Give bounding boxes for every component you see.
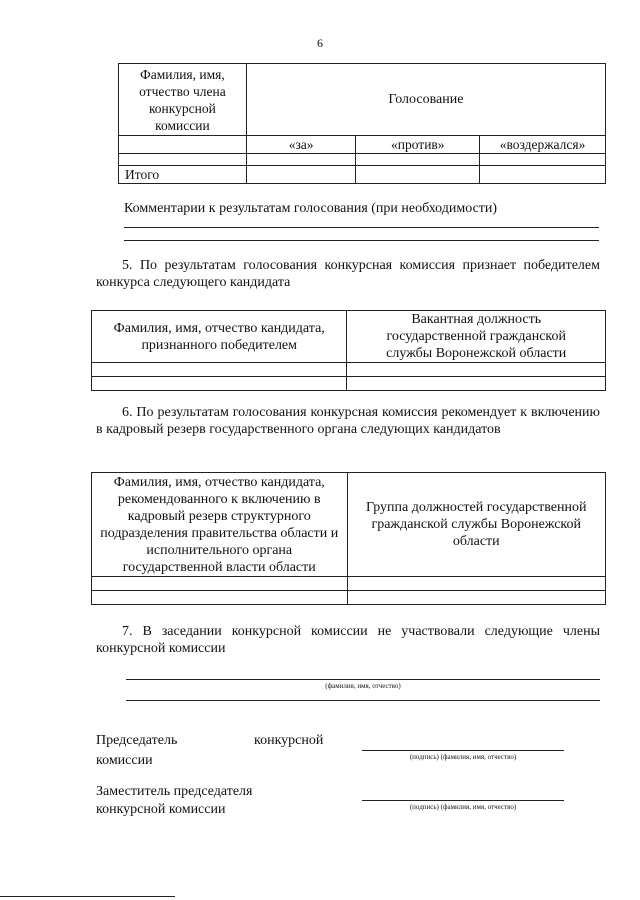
deputy-label-1: Заместитель председателя: [96, 784, 253, 799]
table-cell: [92, 591, 348, 605]
col-abstained: «воздержался»: [480, 136, 606, 154]
footer-line: [0, 896, 175, 897]
section5-text: 5. По результатам голосования конкурсная комиссия признает победителем конкурса следующего кандидата: [96, 258, 600, 290]
table-cell: [347, 591, 605, 605]
absent-members-line: [126, 700, 600, 701]
voting-header: Голосование: [246, 64, 605, 136]
table-cell: [92, 363, 347, 377]
table-cell: [92, 577, 348, 591]
member-header: Фамилия, имя, отчество члена конкурсной комиссии: [119, 64, 247, 136]
section6-text: 6. По результатам голосования конкурсная комиссия рекомендует к включению в кадровый резерв государственного органа следующих кандидатов: [96, 405, 600, 437]
voting-table: [118, 63, 606, 184]
page-number: 6: [317, 36, 323, 50]
absent-members-line: [126, 679, 600, 680]
table-cell: [347, 577, 605, 591]
table-cell: [347, 363, 606, 377]
comment-line: [124, 227, 599, 228]
chairman-signature-line: [362, 750, 564, 751]
table-cell: [347, 377, 606, 391]
winner-table: [91, 310, 606, 391]
col-against: «против»: [356, 136, 480, 154]
table-cell: [480, 166, 606, 184]
reserve-name-header: Фамилия, имя, отчество кандидата, рекомендованного к включению в кадровый резерв структурного подразделения правительства области и исполнительного органа государственной власти области: [92, 473, 348, 577]
table-cell: [246, 166, 356, 184]
chairman-label-3: комиссии: [96, 753, 153, 768]
table-cell: [119, 154, 247, 166]
fio-caption: (фамилия, имя, отчество): [325, 682, 401, 690]
col-for: «за»: [246, 136, 356, 154]
section7-text: 7. В заседании конкурсной комиссии не участвовали следующие члены конкурсной комиссии: [96, 624, 600, 656]
table-cell: [246, 154, 356, 166]
vacant-position-header: Вакантная должность государственной гражданской службы Воронежской области: [347, 311, 606, 363]
comments-label: Комментарии к результатам голосования (при необходимости): [124, 201, 498, 216]
empty-cell: [119, 136, 247, 154]
comment-line: [124, 240, 599, 241]
position-group-header: Группа должностей государственной гражданской службы Воронежской области: [347, 473, 605, 577]
deputy-signature-line: [362, 800, 564, 801]
winner-name-header: Фамилия, имя, отчество кандидата, признанного победителем: [92, 311, 347, 363]
chairman-label-1: Председатель: [96, 733, 178, 748]
table-cell: [356, 154, 480, 166]
table-cell: [480, 154, 606, 166]
reserve-table: [91, 472, 606, 605]
deputy-signature-caption: (подпись) (фамилия, имя, отчество): [409, 803, 517, 811]
chairman-label-2: конкурсной: [254, 733, 324, 748]
chairman-signature-caption: (подпись) (фамилия, имя, отчество): [409, 753, 517, 761]
deputy-label-2: конкурсной комиссии: [96, 802, 226, 817]
table-cell: [92, 377, 347, 391]
total-label: Итого: [119, 166, 247, 184]
table-cell: [356, 166, 480, 184]
